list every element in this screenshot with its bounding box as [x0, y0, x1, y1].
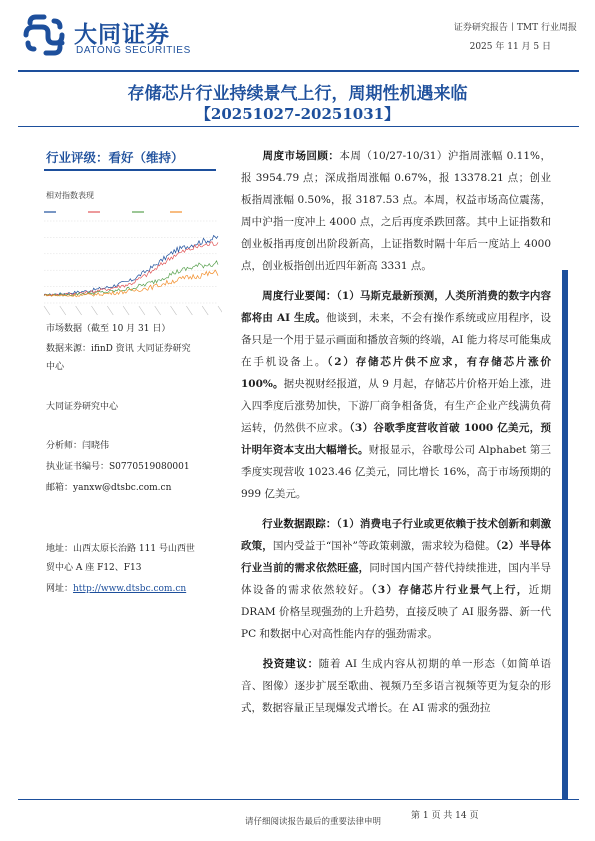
- page-number: 第 1 页 共 14 页: [411, 811, 479, 821]
- series-line: [44, 270, 218, 297]
- highlight-text: （3）谷歌季度营收首破 1000 亿美元，预计明年资本支出大幅增长。: [241, 422, 552, 456]
- x-tick-mark: [76, 306, 82, 315]
- x-tick-mark: [218, 306, 222, 315]
- paragraph-market-review: [241, 145, 551, 277]
- x-tick-mark: [60, 306, 66, 315]
- paragraph-text: 近期 DRAM 价格呈现强劲的上升趋势，直接反映了 AI 服务器、新一代 PC 和数据中心对高性能内存的强劲需求。: [241, 584, 551, 640]
- license-number: 执业证书编号：S0770519080001: [46, 462, 190, 472]
- data-source: 数据来源：ifinD 资讯 大同证券研究: [46, 344, 191, 354]
- chart-series: [44, 236, 218, 297]
- x-tick-mark: [44, 306, 50, 315]
- paragraph-text: 国内受益于“国补”等政策刺激，需求较为稳健。: [272, 540, 496, 552]
- highlight-text: （2）半导体行业当前的需求依然旺盛，: [241, 540, 551, 574]
- side-accent-bar: [562, 270, 568, 800]
- paragraph-industry-news: [241, 285, 551, 505]
- legal-disclaimer: 请仔细阅读报告最后的重要法律申明: [245, 817, 382, 827]
- page-title: 存储芯片行业持续景气上行，周期性机遇来临: [127, 84, 468, 104]
- section-heading: 投资建议：: [262, 658, 319, 670]
- analyst-name: 分析师：闫晓伟: [46, 441, 110, 451]
- x-tick-mark: [155, 306, 161, 315]
- date-range: 【20251027-20251031】: [195, 105, 400, 123]
- paragraph-text: 据央视财经报道，从 9 月起，存储芯片价格开始上涨，进入四季度后涨势加快，下游厂商争相备货，有生产企业产线满负荷运转，仍然供不应求。: [241, 378, 551, 434]
- title-divider: [18, 126, 579, 127]
- header-divider: [18, 70, 579, 72]
- logo-text-cn: 大同证券: [74, 22, 170, 48]
- section-heading: 行业数据跟踪：: [262, 518, 337, 530]
- paragraph-text: 他谈到，未来，不会有操作系统或应用程序，设备只是一个用于显示画面和播放音频的终端，AI 能力将尽可能集成在手机设备上。: [241, 312, 551, 368]
- paragraph-investment-advice: [241, 653, 551, 719]
- paragraph-text: 本周（10/27-10/31）沪指周涨幅 0.11%，报 3954.79 点；深成指周涨幅 0.67%，报 13378.21 点；创业板指周涨幅 0.50%，报 3187.53 点。本周，权益市场高位震荡，周中沪指一度冲上 4000 点，之后再度杀跌回落。其中上证指数和创业板指再度创出阶段新高，上证指数时隔十年后一度站上 4000 点，创业板指创出近四年新高 3331 点。: [241, 150, 552, 272]
- address: 地址：山西太原长治路 111 号山西世: [46, 544, 195, 554]
- highlight-text: （1）马斯克最新预测，人类所消费的数字内容都将由 AI 生成。: [241, 290, 551, 324]
- paragraph-text: 同时国内国产替代持续推进，国内半导体设备的需求依然较好。: [241, 562, 552, 596]
- logo-text-en: DATONG SECURITIES: [76, 45, 191, 56]
- address-cont: 贸中心 A 座 F12、F13: [46, 563, 142, 573]
- x-tick-mark: [139, 306, 145, 315]
- relative-index-chart: [40, 203, 222, 321]
- paragraph-industry-data: [241, 513, 551, 645]
- industry-rating: 行业评级：看好（维持）: [46, 150, 184, 165]
- rating-divider: [44, 169, 216, 171]
- chart-x-ticks: [44, 306, 222, 315]
- footer-divider: [18, 799, 579, 800]
- data-source-cont: 中心: [46, 362, 65, 372]
- highlight-text: （3）存储芯片行业景气上行，: [371, 584, 529, 596]
- report-body: [241, 145, 551, 727]
- website-label: 网址：: [46, 584, 74, 594]
- logo-icon: [22, 13, 68, 57]
- x-tick-mark: [202, 306, 208, 315]
- website-row: [46, 580, 186, 598]
- research-center: 大同证券研究中心: [46, 402, 119, 412]
- paragraph-text: 财报显示，谷歌母公司 Alphabet 第三季度实现营收 1023.46 亿美元，同比增长 16%，高于市场预期的 999 亿美元。: [241, 444, 552, 500]
- chart-label: 相对指数表现: [46, 191, 94, 200]
- x-tick-mark: [186, 306, 192, 315]
- chart-gridlines: [44, 221, 218, 303]
- x-tick-mark: [107, 306, 113, 315]
- x-tick-mark: [91, 306, 97, 315]
- section-heading: 周度行业要闻：: [262, 290, 337, 302]
- x-tick-mark: [123, 306, 129, 315]
- email: 邮箱：yanxw@dtsbc.com.cn: [46, 483, 172, 493]
- highlight-text: （1）消费电子行业或更依赖于技术创新和刺激政策，: [241, 518, 551, 552]
- market-data-label: 市场数据（截至 10 月 31 日）: [46, 324, 171, 334]
- report-date: 2025 年 11 月 5 日: [469, 42, 551, 52]
- report-type: 证券研究报告丨TMT 行业周报: [453, 23, 577, 33]
- paragraph-text: 随着 AI 生成内容从初期的单一形态（如简单语音、图像）逐步扩展至歌曲、视频乃至多语言视频等更为复杂的形式，数据容量正呈现爆发式增长。在 AI 需求的强劲拉: [241, 658, 552, 714]
- x-tick-mark: [171, 306, 177, 315]
- section-heading: 周度市场回顾：: [262, 150, 340, 162]
- website-link[interactable]: http://www.dtsbc.com.cn: [73, 584, 187, 594]
- highlight-text: （2）存储芯片供不应求，有存储芯片涨价 100%。: [241, 356, 552, 390]
